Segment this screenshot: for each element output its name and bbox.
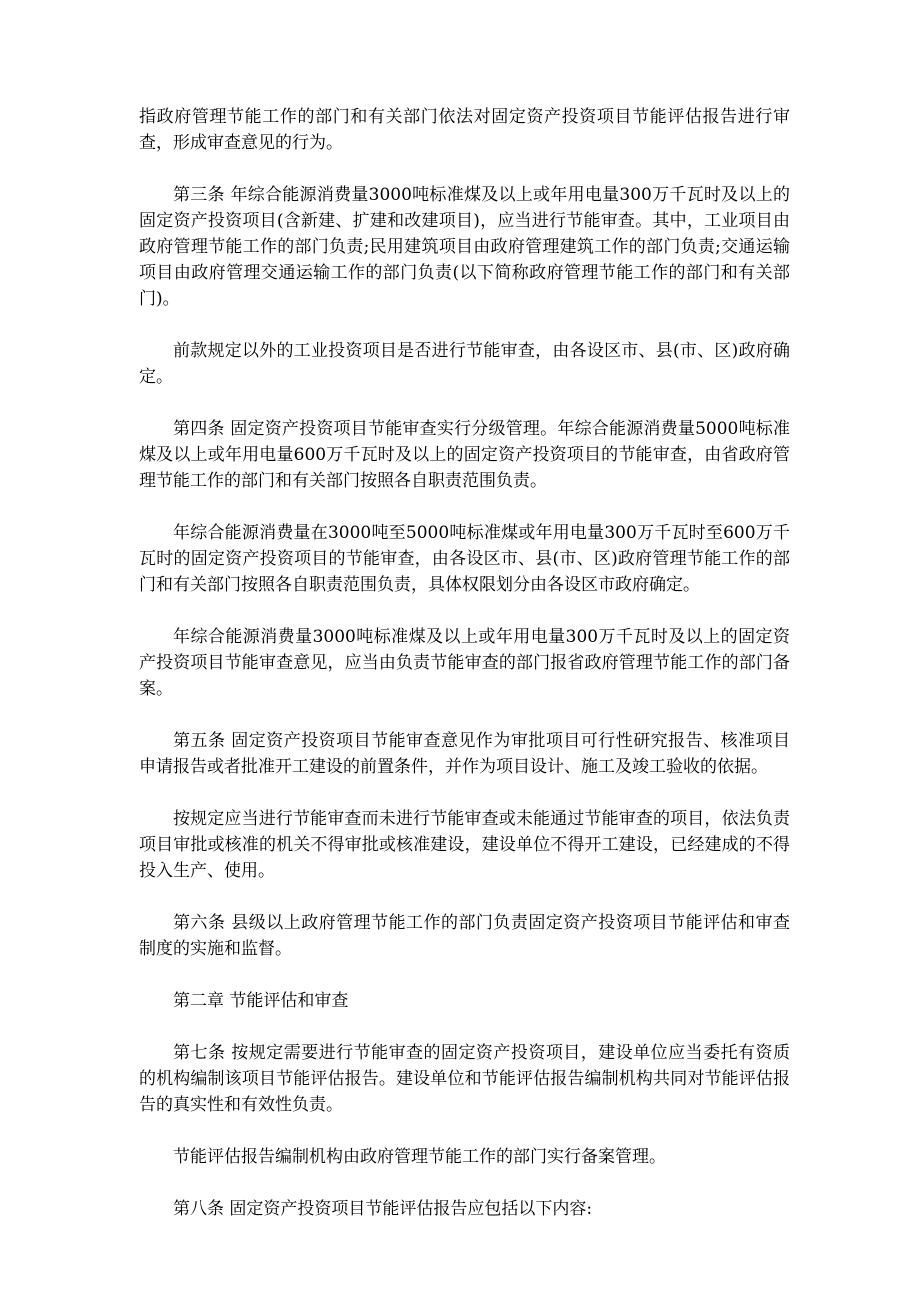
- paragraph-article-3: 第三条 年综合能源消费量3000吨标准煤及以上或年用电量300万千瓦时及以上的固定资产投资项目(含新建、扩建和改建项目)，应当进行节能审查。其中，工业项目由政府管理节能工作的部门负责;民用建筑项目由政府管理建筑工作的部门负责;交通运输项目由政府管理交通运输工作的部门负责(以下简称政府管理节能工作的部门和有关部门)。: [139, 185, 790, 309]
- paragraph-article-3-supplement: 前款规定以外的工业投资项目是否进行节能审查，由各设区市、县(市、区)政府确定。: [139, 341, 790, 387]
- paragraph-article-4-filing: 年综合能源消费量3000吨标准煤及以上或年用电量300万千瓦时及以上的固定资产投资项目节能审查意见，应当由负责节能审查的部门报省政府管理节能工作的部门备案。: [139, 627, 790, 699]
- paragraph-article-5-penalty: 按规定应当进行节能审查而未进行节能审查或未能通过节能审查的项目，依法负责项目审批或核准的机关不得审批或核准建设，建设单位不得开工建设，已经建成的不得投入生产、使用。: [139, 809, 790, 881]
- chapter-heading: 第二章 节能评估和审查: [173, 991, 349, 1011]
- paragraph-article-7: 第七条 按规定需要进行节能审查的固定资产投资项目，建设单位应当委托有资质的机构编制该项目节能评估报告。建设单位和节能评估报告编制机构共同对节能评估报告的真实性和有效性负责。: [139, 1043, 790, 1115]
- paragraph-article-8: 第八条 固定资产投资项目节能评估报告应包括以下内容:: [173, 1199, 593, 1219]
- paragraph-article-4: 第四条 固定资产投资项目节能审查实行分级管理。年综合能源消费量5000吨标准煤及以上或年用电量600万千瓦时及以上的固定资产投资项目的节能审查，由省政府管理节能工作的部门和有关部门按照各自职责范围负责。: [139, 419, 790, 491]
- paragraph-continuation: 指政府管理节能工作的部门和有关部门依法对固定资产投资项目节能评估报告进行审查，形成审查意见的行为。: [139, 107, 790, 153]
- paragraph-article-5: 第五条 固定资产投资项目节能审查意见作为审批项目可行性研究报告、核准项目申请报告或者批准开工建设的前置条件，并作为项目设计、施工及竣工验收的依据。: [139, 731, 790, 777]
- paragraph-article-7-filing: 节能评估报告编制机构由政府管理节能工作的部门实行备案管理。: [173, 1147, 666, 1167]
- paragraph-article-4-range: 年综合能源消费量在3000吨至5000吨标准煤或年用电量300万千瓦时至600万千瓦时的固定资产投资项目的节能审查，由各设区市、县(市、区)政府管理节能工作的部门和有关部门按照各自职责范围负责，具体权限划分由各设区市政府确定。: [139, 523, 790, 595]
- paragraph-article-6: 第六条 县级以上政府管理节能工作的部门负责固定资产投资项目节能评估和审查制度的实施和监督。: [139, 913, 790, 959]
